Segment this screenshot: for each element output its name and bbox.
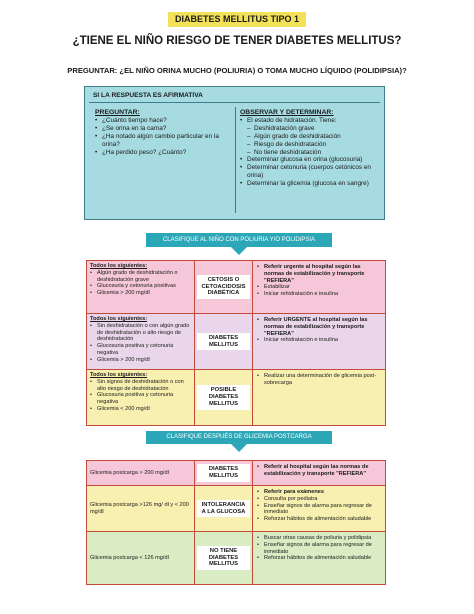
down-arrow-icon — [231, 247, 247, 255]
classification-cell — [195, 370, 253, 425]
sign-item: • Sin signos de deshidratación o con alto riesgo de deshidratación — [90, 379, 191, 393]
hydration-item: – No tiene deshidratación — [240, 149, 380, 157]
postload-table — [86, 460, 386, 585]
postload-banner: CLASIFIQUE DESPUÉS DE GLICEMIA POSTCARGA — [146, 431, 332, 444]
actions-cell — [253, 532, 385, 584]
action-item: • Iniciar rehidratación e insulina — [257, 337, 381, 344]
signs-cell — [87, 461, 195, 485]
ask-item: • ¿Se orina en la cama? — [95, 125, 230, 133]
action-item: • Reforzar hábitos de alimentación saludable — [257, 516, 381, 523]
classification-cell — [195, 461, 253, 485]
observe-item: • Determinar glucosa en orina (glucosuria) — [240, 156, 380, 164]
sign-text: Glicemia postcarga > 200 mg/dl — [90, 469, 169, 476]
ask-item: • ¿Ha perdido peso? ¿Cuánto? — [95, 149, 230, 157]
action-item: • Enseñar signos de alarma para regresar de inmediato — [257, 503, 381, 517]
signs-heading: Todos los siguientes: — [90, 263, 148, 269]
classification-table — [86, 260, 386, 426]
sign-item: • Glucosuria y cetonuria positivas — [90, 283, 191, 290]
sign-text: Glicemia postcarga >126 mg/ dl y < 200 mg/dl — [90, 501, 189, 515]
hydration-item: – Algún grado de deshidratación — [240, 133, 380, 141]
table-row — [87, 532, 385, 584]
sign-item: • Sin deshidratación o con algún grado de deshidratación o alto riesgo de deshidratación — [90, 323, 191, 343]
classification-label: CETOSIS O CETOACIDOSIS DIABÉTICA — [197, 275, 250, 300]
assessment-divider — [235, 107, 236, 213]
observe-column — [240, 109, 380, 188]
document-subtitle: ¿TIENE EL NIÑO RIESGO DE TENER DIABETES MELLITUS? — [72, 35, 402, 47]
table-row — [87, 370, 385, 425]
main-question: PREGUNTAR: ¿EL NIÑO ORINA MUCHO (POLIURIA) O TOMA MUCHO LÍQUIDO (POLIDIPSIA)? — [67, 66, 407, 75]
table-row — [87, 461, 385, 486]
observe-intro: • El estado de hidratación. Tiene: — [240, 117, 380, 125]
signs-cell — [87, 486, 195, 531]
ask-item: • ¿Ha notado algún cambio particular en la orina? — [95, 133, 230, 149]
table-row — [87, 486, 385, 532]
ask-title: PREGUNTAR: — [95, 109, 140, 116]
action-item: • Referir al hospital según las normas de estabilización y transporte "REFIERA" — [257, 464, 381, 478]
classification-label: NO TIENE DIABETES MELLITUS — [197, 546, 250, 571]
sign-item: • Glicemia > 200 mg/dl — [90, 290, 191, 297]
action-item: • Enseñar signos de alarma para regresar de inmediato — [257, 542, 381, 556]
classification-cell — [195, 532, 253, 584]
action-item: • Estabilizar — [257, 284, 381, 291]
signs-heading: Todos los siguientes: — [90, 372, 148, 378]
sign-item: • Glicemia > 200 mg/dl — [90, 357, 191, 364]
table-row — [87, 261, 385, 314]
assessment-box — [84, 86, 385, 220]
actions-cell — [253, 314, 385, 369]
sign-item: • Glicemia < 200 mg/dl — [90, 406, 191, 413]
table-row — [87, 314, 385, 370]
signs-cell — [87, 261, 195, 313]
assessment-header: SI LA RESPUESTA ES AFIRMATIVA — [93, 92, 203, 99]
signs-cell — [87, 314, 195, 369]
action-item: • Consulta por pediatra — [257, 496, 381, 503]
classification-cell — [195, 486, 253, 531]
classification-label: INTOLERANCIA A LA GLUCOSA — [197, 500, 250, 518]
action-item: • Reforzar hábitos de alimentación saludable — [257, 555, 381, 562]
classification-cell — [195, 261, 253, 313]
signs-cell — [87, 532, 195, 584]
signs-heading: Todos los siguientes: — [90, 316, 148, 322]
sign-item: • Glucosuria positiva y cetonuria negativa — [90, 343, 191, 357]
classification-cell — [195, 314, 253, 369]
hydration-item: – Riesgo de deshidratación — [240, 141, 380, 149]
classify-banner: CLASIFIQUE AL NIÑO CON POLIURIA Y/O POLIDIPSIA — [146, 233, 332, 247]
document-title: DIABETES MELLITUS TIPO 1 — [168, 12, 306, 27]
actions-cell — [253, 486, 385, 531]
classification-label: DIABETES MELLITUS — [197, 333, 250, 351]
ask-item: • ¿Cuánto tiempo hace? — [95, 117, 230, 125]
down-arrow-icon — [231, 444, 247, 452]
ask-column — [95, 109, 230, 157]
assessment-rule — [89, 102, 380, 103]
action-item: • Referir URGENTE al hospital según las normas de estabilización y transporte "REFIERA" — [257, 317, 381, 337]
sign-item: • Algún grado de deshidratación o deshidratación grave — [90, 270, 191, 284]
action-item: • Realizar una determinación de glicemia post-sobrecarga — [257, 373, 381, 387]
action-item: • Referir para exámenes — [257, 489, 381, 496]
sign-item: • Glucosuria positiva y cetonuria negativa — [90, 392, 191, 406]
sign-text: Glicemia postcarga < 126 mg/dl — [90, 554, 169, 561]
action-item: • Referir urgente al hospital según las normas de estabilización y transporte "REFIERA" — [257, 264, 381, 284]
action-item: • Iniciar rehidratación e insulina — [257, 291, 381, 298]
actions-cell — [253, 261, 385, 313]
action-item: • Buscar otras causas de poliuria y polidipsia — [257, 535, 381, 542]
actions-cell — [253, 370, 385, 425]
classification-label: DIABETES MELLITUS — [197, 464, 250, 482]
observe-title: OBSERVAR Y DETERMINAR: — [240, 109, 334, 116]
observe-item: • Determinar la glicemia (glucosa en sangre) — [240, 180, 380, 188]
actions-cell — [253, 461, 385, 485]
observe-item: • Determinar cetonuria (cuerpos cetónicos en orina) — [240, 164, 380, 180]
classification-label: POSIBLE DIABETES MELLITUS — [197, 385, 250, 410]
signs-cell — [87, 370, 195, 425]
hydration-item: – Deshidratación grave — [240, 125, 380, 133]
